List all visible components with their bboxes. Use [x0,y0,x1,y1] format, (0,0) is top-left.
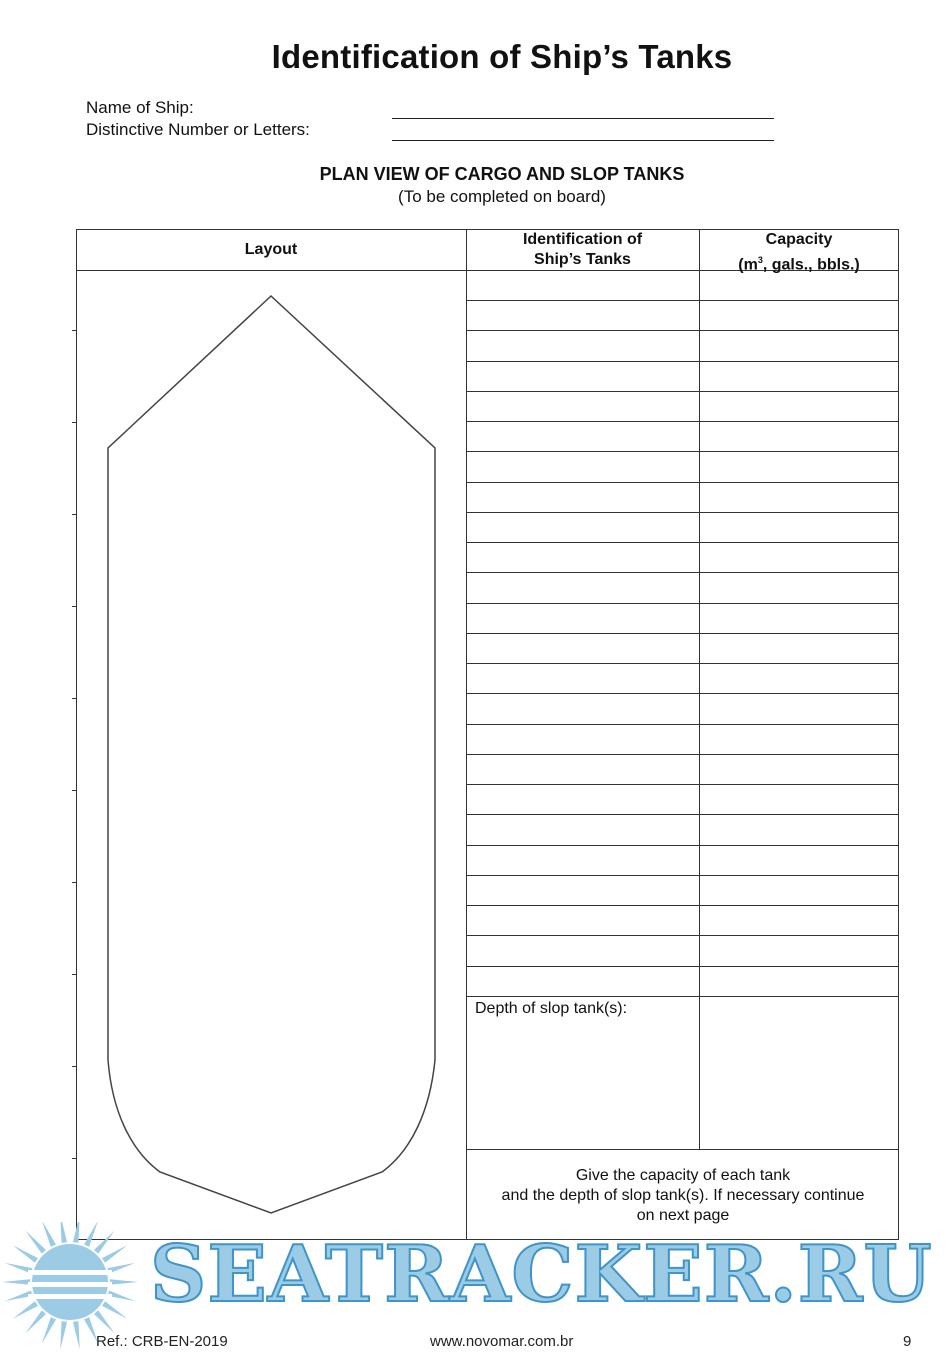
sun-ray [60,1321,67,1349]
sun-ray [102,1301,127,1319]
footer-url[interactable]: www.novomar.com.br [430,1333,574,1350]
sun-ray [94,1310,115,1333]
instruction-line: on next page [636,1207,730,1224]
capacity-unit-suffix: , gals., bbls.) [762,256,860,274]
plan-heading: PLAN VIEW OF CARGO AND SLOP TANKS [319,164,685,184]
sun-ray [42,1317,56,1344]
depth-of-slop-tanks-label: Depth of slop tank(s): [475,1000,628,1017]
sun-ray [13,1245,38,1263]
sun-ray [102,1245,127,1263]
sun-ray [42,1222,56,1247]
capacity-unit-prefix: (m [738,256,758,274]
sun-ray [25,1231,46,1254]
layout-header: Layout [244,241,298,258]
sun-ray [13,1301,38,1319]
footer-ref: Ref.: CRB-EN-2019 [96,1333,228,1350]
identification-header-line1: Identification of [522,231,643,248]
ship-name-label: Name of Ship: [86,98,194,117]
capacity-unit-superscript: 3 [757,255,763,265]
distinctive-number-label: Distinctive Number or Letters: [86,120,310,139]
sun-ray [73,1222,80,1243]
sun-ray [25,1310,46,1333]
sun-ray [2,1279,30,1285]
sun-ray [73,1321,80,1349]
instruction-line: and the depth of slop tank(s). If necessary continue [501,1187,865,1204]
sun-ray [84,1222,98,1247]
plan-subheading: (To be completed on board) [398,187,606,206]
footer-page-number: 9 [903,1333,912,1350]
capacity-header-line1: Capacity [765,231,833,248]
page-title: Identification of Ship’s Tanks [271,38,733,75]
sun-ray [110,1279,138,1285]
instruction-line: Give the capacity of each tank [575,1167,791,1184]
sun-ray [60,1222,67,1243]
sun-ray [94,1231,115,1254]
identification-header-line2: Ship’s Tanks [534,251,631,268]
watermark-text: SEATRACKER.RU [150,1229,933,1320]
